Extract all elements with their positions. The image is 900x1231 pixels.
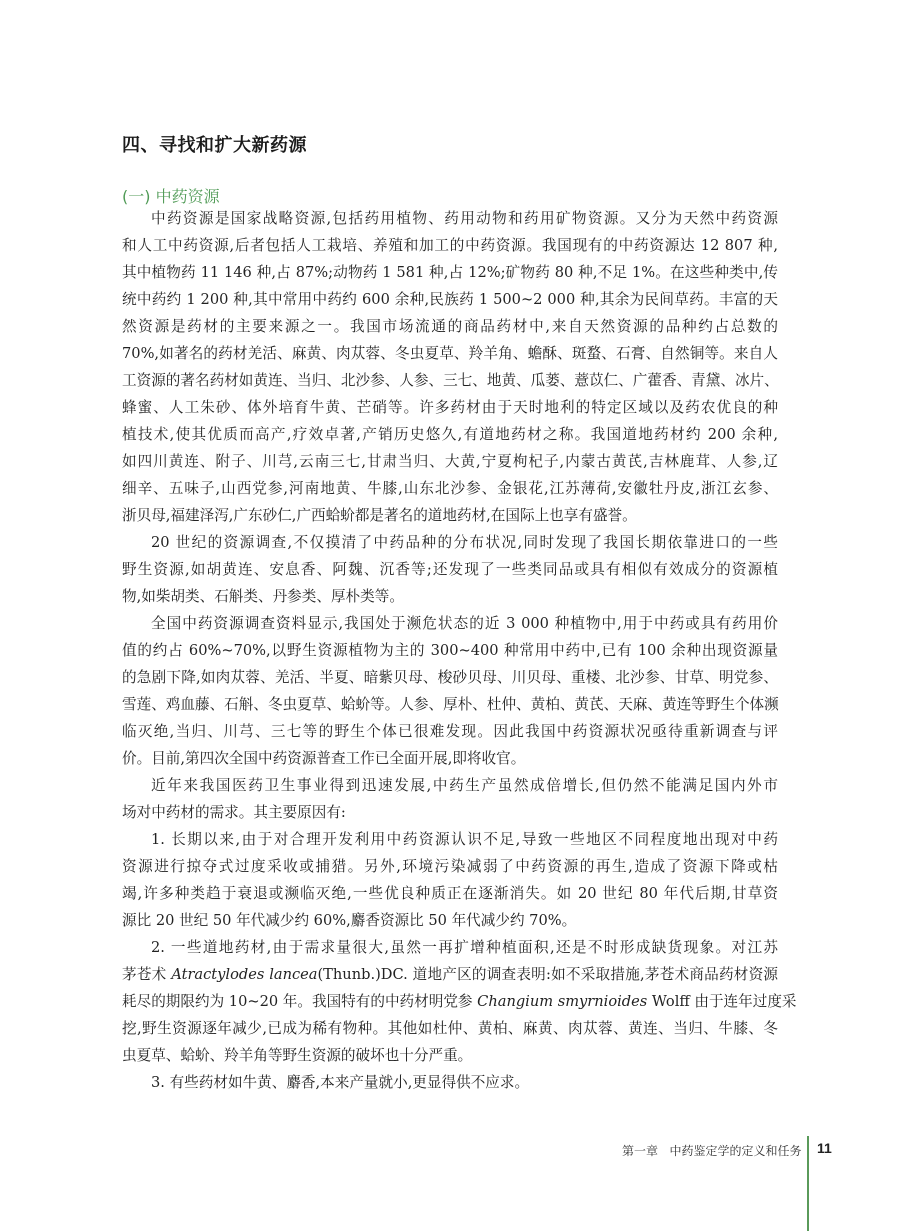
text-line: 雪莲、鸡血藤、石斛、冬虫夏草、蛤蚧等。人参、厚朴、杜仲、黄柏、黄芪、天麻、黄连等野生个体濒 [122,696,779,713]
text-line: 资源进行掠夺式过度采收或捕猎。另外,环境污染减弱了中药资源的再生,造成了资源下降或枯 [122,858,778,875]
text-line: 细辛、五味子,山西党参,河南地黄、牛膝,山东北沙参、金银花,江苏薄荷,安徽牡丹皮,浙江玄参、 [122,480,778,497]
body-text [122,205,797,1096]
running-footer: 第一章 中药鉴定学的定义和任务 [622,1144,802,1158]
text-line: 值的约占 60%~70%,以野生资源植物为主的 300~400 种常用中药中,已有 100 余种出现资源量 [122,642,778,659]
text-line: 统中药约 1 200 种,其中常用中药约 600 余种,民族药 1 500~2 000 种,其余为民间草药。丰富的天 [122,291,778,308]
text-line: 竭,许多种类趋于衰退或濒临灭绝,一些优良种质正在逐渐消失。如 20 世纪 80 年代后期,甘草资 [122,885,778,902]
text-line: 物,如柴胡类、石斛类、丹参类、厚朴类等。 [122,588,404,605]
text-line: 1. 长期以来,由于对合理开发利用中药资源认识不足,导致一些地区不同程度地出现对中药 [151,831,778,848]
text-line: 价。目前,第四次全国中药资源普查工作已全面开展,即将收官。 [122,750,526,767]
text-line: 野生资源,如胡黄连、安息香、阿魏、沉香等;还发现了一些类同品或具有相似有效成分的资源植 [122,561,778,578]
text-line: 植技术,使其优质而高产,疗效卓著,产销历史悠久,有道地药材之称。我国道地药材约 200 余种, [122,426,778,443]
latin-name: Changium smyrnioides [477,993,648,1010]
paragraph [122,772,778,826]
latin-name: Atractylodes lancea [171,966,318,983]
text-line: 然资源是药材的主要来源之一。我国市场流通的商品药材中,来自天然资源的品种约占总数的 [122,318,778,335]
text-line: 20 世纪的资源调查,不仅摸清了中药品种的分布状况,同时发现了我国长期依靠进口的一些 [151,534,778,551]
text-line: 挖,野生资源逐年减少,已成为稀有物种。其他如杜仲、黄柏、麻黄、肉苁蓉、黄连、当归、牛膝、冬 [122,1020,778,1037]
text-line: 虫夏草、蛤蚧、羚羊角等野生资源的破坏也十分严重。 [122,1047,473,1064]
text-line: 其中植物药 11 146 种,占 87%;动物药 1 581 种,占 12%;矿物药 80 种,不足 1%。在这些种类中,传 [122,264,778,281]
text-line: 全国中药资源调查资料显示,我国处于濒危状态的近 3 000 种植物中,用于中药或具有药用价 [151,615,778,632]
footer-divider [807,1136,809,1231]
paragraph [122,934,797,1069]
text-line: 2. 一些道地药材,由于需求量很大,虽然一再扩增种植面积,还是不时形成缺货现象。对江苏 [151,939,778,956]
text-line: 工资源的著名药材如黄连、当归、北沙参、人参、三七、地黄、瓜蒌、薏苡仁、广藿香、青黛、冰片、 [122,372,779,389]
text-line: 和人工中药资源,后者包括人工栽培、养殖和加工的中药资源。我国现有的中药资源达 12 807 种, [122,237,778,254]
text-line: 源比 20 世纪 50 年代减少约 60%,麝香资源比 50 年代减少约 70%。 [122,912,577,929]
text-segment: (Thunb.)DC. 道地产区的调查表明:如不采取措施,茅苍术商品药材资源 [317,966,778,983]
text-line: 近年来我国医药卫生事业得到迅速发展,中药生产虽然成倍增长,但仍然不能满足国内外市 [151,777,778,794]
paragraph [122,205,778,529]
text-line [122,988,797,1015]
page-number: 11 [817,1140,832,1156]
paragraph [122,610,778,772]
text-segment: 茅苍术 [122,966,172,983]
subsection-heading: (一) 中药资源 [122,187,220,206]
text-line: 70%,如著名的药材羌活、麻黄、肉苁蓉、冬虫夏草、羚羊角、蟾酥、斑蝥、石膏、自然铜等。来自人 [122,345,778,362]
text-line: 场对中药材的需求。其主要原因有: [122,804,346,821]
text-segment: Wolff 由于连年过度采 [647,993,797,1010]
paragraph [122,1069,778,1096]
text-segment: 耗尽的期限约为 10~20 年。我国特有的中药材明党参 [122,993,478,1010]
text-line: 蜂蜜、人工朱砂、体外培育牛黄、芒硝等。许多药材由于天时地利的特定区域以及药农优良的种 [122,399,778,416]
text-line: 的急剧下降,如肉苁蓉、羌活、半夏、暗紫贝母、梭砂贝母、川贝母、重楼、北沙参、甘草、明党参、 [122,669,778,686]
section-heading: 四、寻找和扩大新药源 [122,135,307,156]
text-line: 3. 有些药材如牛黄、麝香,本来产量就小,更显得供不应求。 [151,1074,530,1091]
text-line: 浙贝母,福建泽泻,广东砂仁,广西蛤蚧都是著名的道地药材,在国际上也享有盛誉。 [122,507,637,524]
text-line: 如四川黄连、附子、川芎,云南三七,甘肃当归、大黄,宁夏枸杞子,内蒙古黄芪,吉林鹿茸、人参,辽 [122,453,778,470]
paragraph [122,826,778,934]
text-line [122,961,778,988]
text-line: 中药资源是国家战略资源,包括药用植物、药用动物和药用矿物资源。又分为天然中药资源 [151,210,778,227]
paragraph [122,529,778,610]
text-line: 临灭绝,当归、川芎、三七等的野生个体已很难发现。因此我国中药资源状况亟待重新调查与评 [122,723,778,740]
